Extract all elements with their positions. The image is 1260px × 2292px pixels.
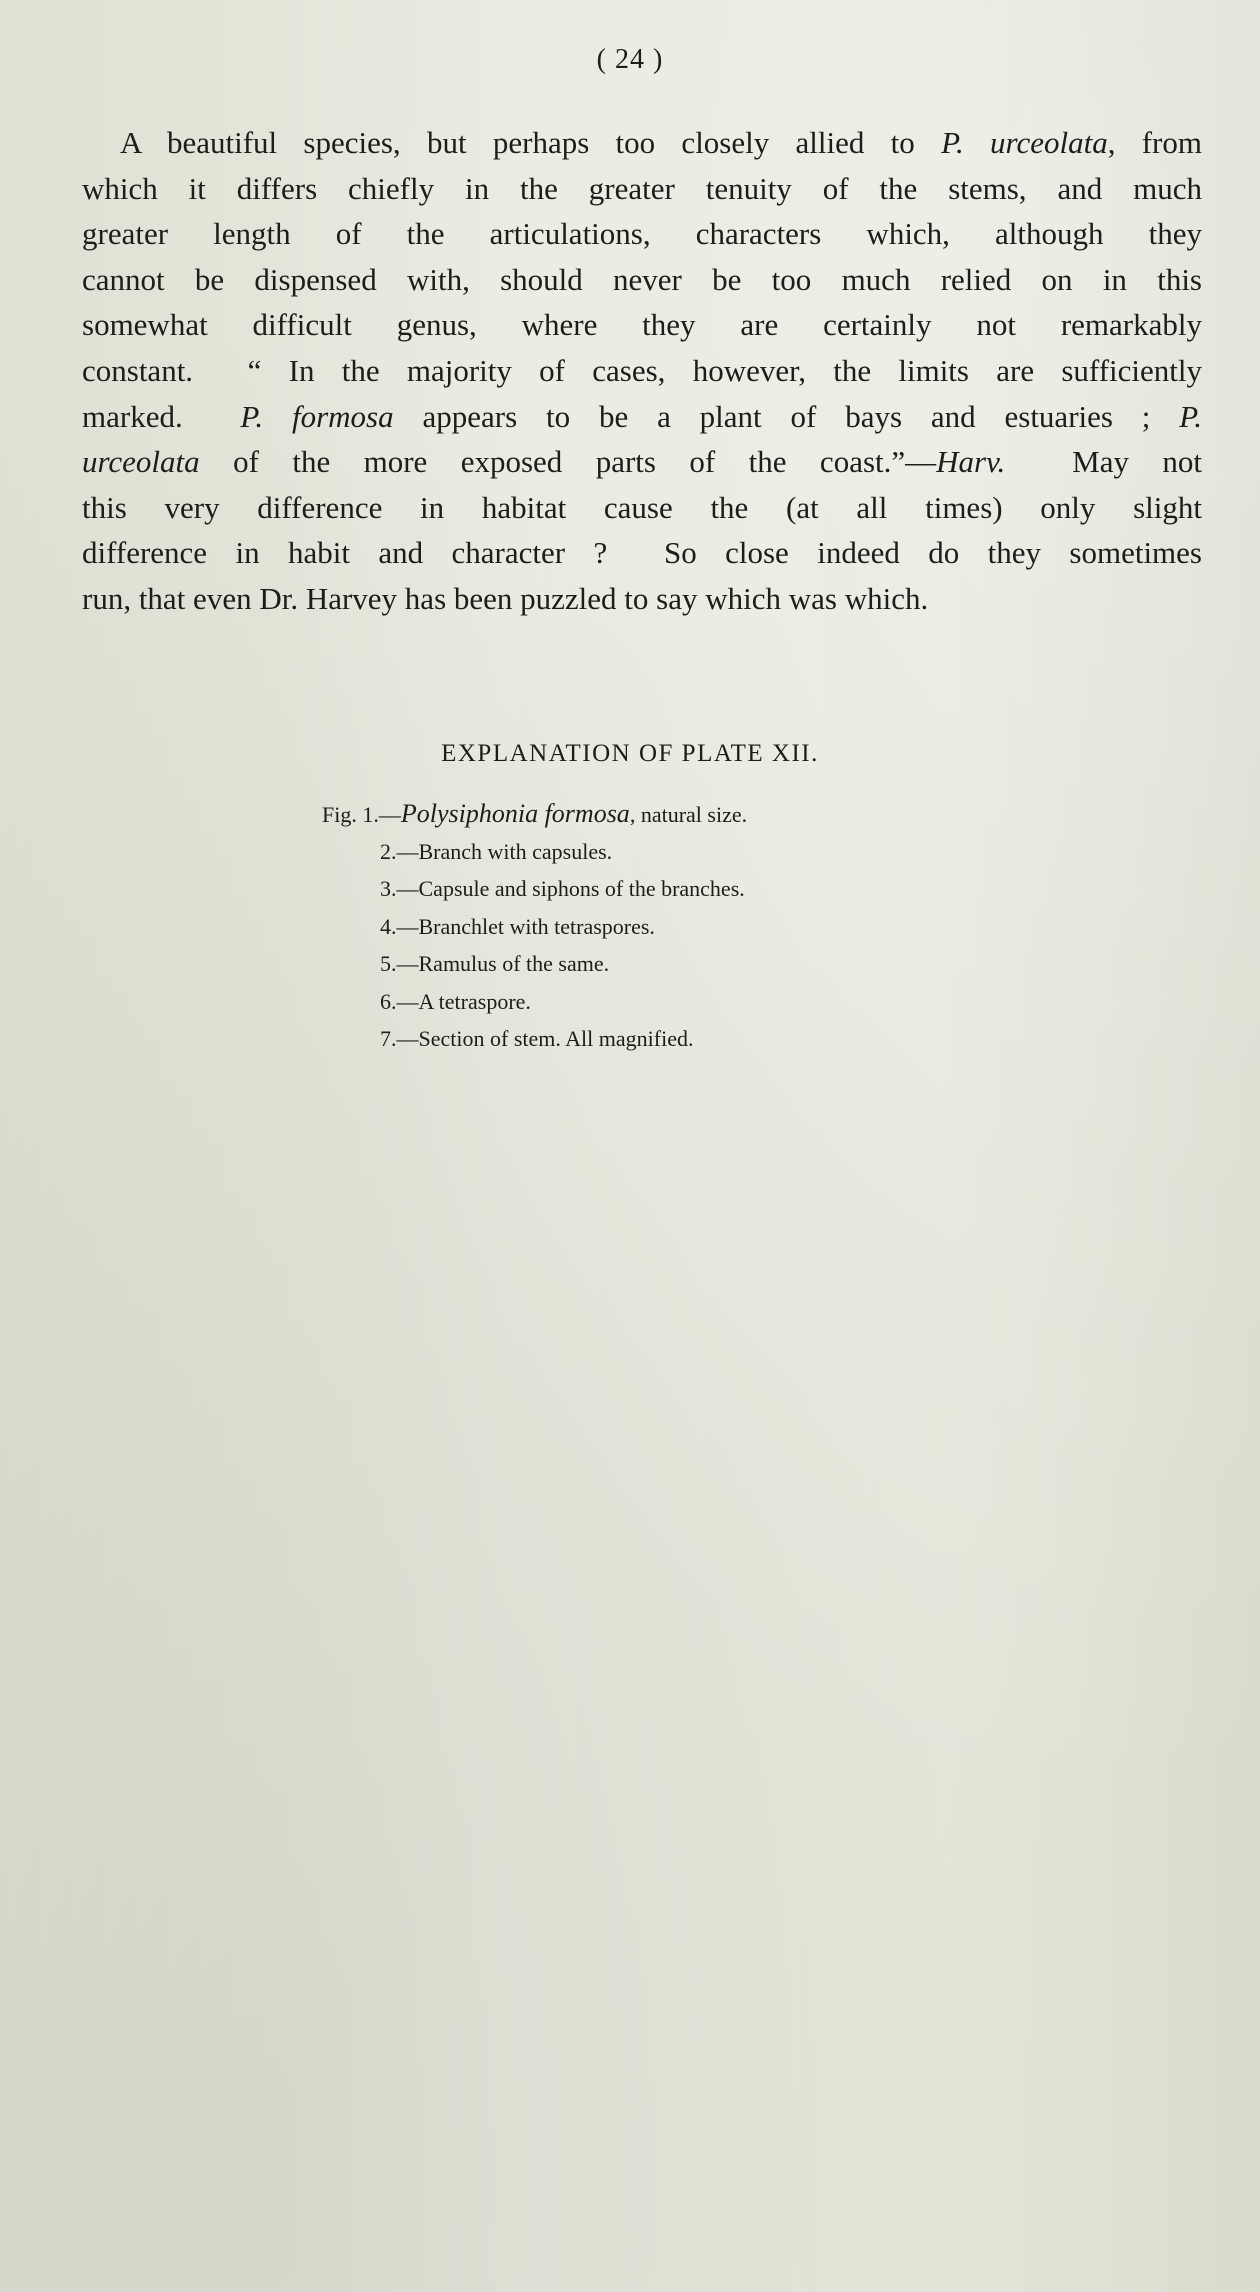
paragraph-line [82, 439, 1202, 485]
italic-text: P. [1179, 398, 1202, 434]
paragraph-line [82, 485, 1202, 531]
paragraph-line [82, 394, 1202, 440]
text-segment: A beautiful species, but perhaps too closely allied to [120, 125, 942, 160]
plate-heading: EXPLANATION OF PLATE XII. [441, 740, 819, 767]
text-segment: cannot be dispensed with, should never be too much relied on in this [82, 261, 1202, 297]
paragraph-line [82, 211, 1202, 257]
paragraph-line [82, 120, 1202, 166]
text-segment: difference in habit and character ? So close indeed do they sometimes [82, 535, 1202, 571]
paragraph-line [82, 302, 1202, 348]
paragraph-line [82, 166, 1202, 212]
figure-item-3: 3.—Capsule and siphons of the branches. [380, 876, 745, 901]
figure-list [322, 795, 747, 1058]
figure-item-1 [322, 795, 747, 833]
text-segment: , from [1107, 125, 1202, 160]
figure-item-6: 6.—A tetraspore. [380, 988, 531, 1014]
italic-text: urceolata [82, 444, 200, 480]
paragraph-line [82, 257, 1202, 303]
figure-item-2: 2.—Branch with capsules. [380, 838, 613, 864]
text-segment: which it differs chiefly in the greater tenuity of the stems, and much [82, 170, 1202, 206]
italic-text: P. formosa [240, 398, 394, 434]
text-segment: of the more exposed parts of the coast.”— [199, 444, 937, 480]
text-segment: constant. “ In the majority of cases, however, the limits are sufficiently [82, 352, 1202, 388]
body-paragraph [82, 120, 1202, 622]
text-segment: this very difference in habitat cause the (at all times) only slight [82, 489, 1202, 525]
figure-1-species: Polysiphonia formosa [400, 799, 630, 828]
figure-1-suffix: , natural size. [629, 802, 748, 827]
italic-text: Harv. [936, 444, 1006, 480]
paragraph-line [82, 348, 1202, 394]
text-segment: run, that even Dr. Harvey has been puzzled to say which was which. [82, 580, 929, 616]
paragraph-line [82, 576, 1202, 622]
italic-text: P. urceolata [941, 125, 1108, 160]
paragraph-line [82, 530, 1202, 576]
text-segment: somewhat difficult genus, where they are certainly not remarkably [82, 307, 1202, 343]
text-segment: May not [1005, 444, 1202, 480]
figure-item-4: 4.—Branchlet with tetraspores. [380, 913, 655, 939]
figure-1-prefix: Fig. 1.— [322, 802, 401, 827]
text-segment: appears to be a plant of bays and estuaries ; [393, 398, 1180, 434]
page-number: ( 24 ) [596, 44, 664, 75]
figure-item-7: 7.—Section of stem. All magnified. [380, 1026, 694, 1051]
figure-item-5: 5.—Ramulus of the same. [380, 951, 610, 976]
text-segment: greater length of the articulations, characters which, although they [82, 216, 1202, 252]
text-segment: marked. [82, 398, 241, 434]
